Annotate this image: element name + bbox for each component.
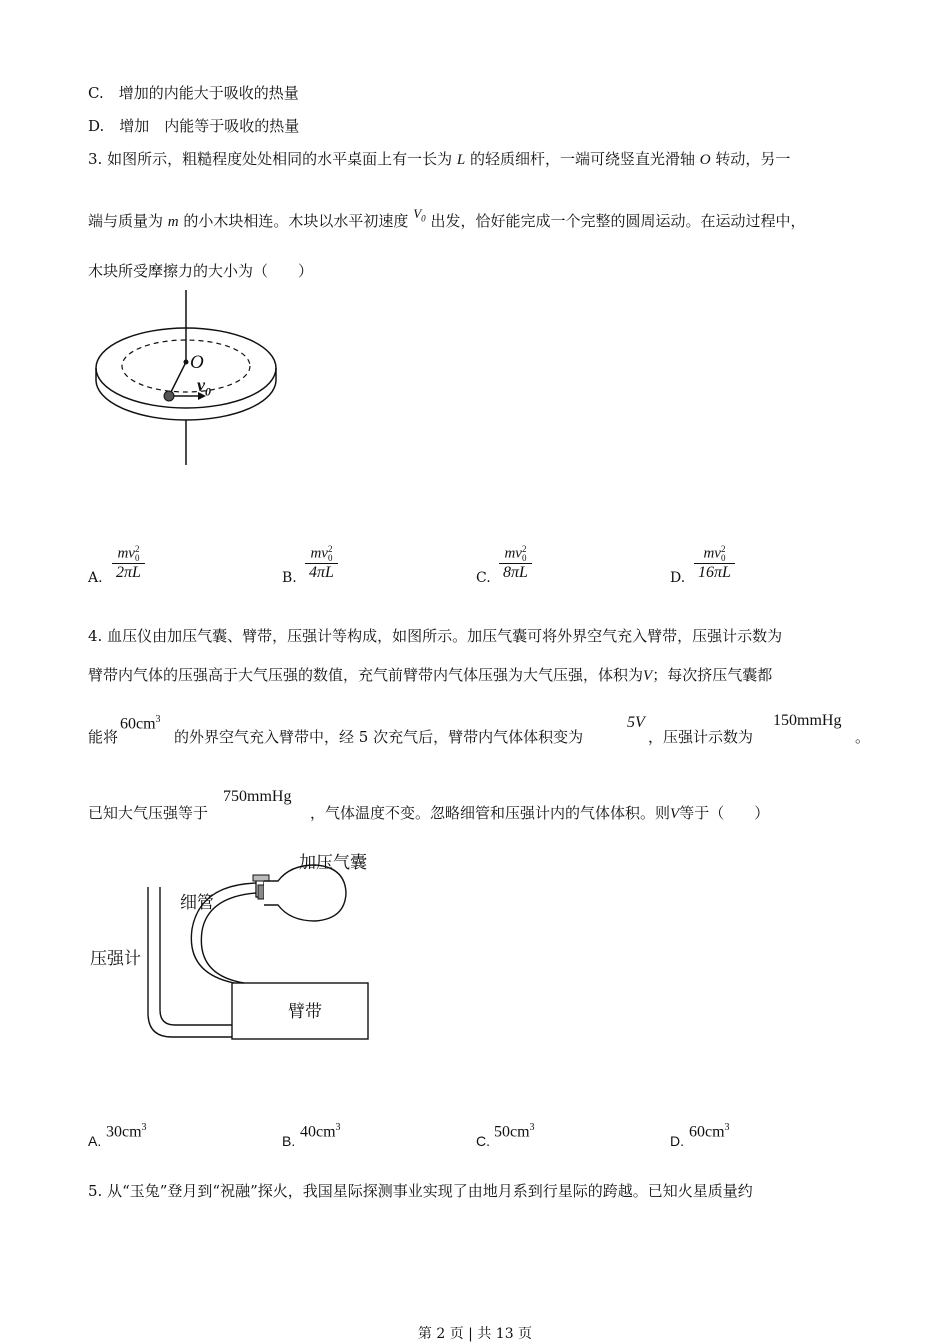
q4-pressure-150: 150mmHg xyxy=(773,712,842,729)
fig2-label-pump: 加压气囊 xyxy=(299,853,367,873)
symbol-v0: $V_0$ xyxy=(413,206,426,224)
q4-stem-line3-text-c: ，压强计示数为 xyxy=(648,728,754,746)
page-footer: 第 2 页 | 共 13 页 xyxy=(417,1326,533,1342)
q3-text-2c: 出发，恰好能完成一个完整的圆周运动。在运动过程中， xyxy=(430,212,806,230)
q3-text-1b: 的轻质细杆，一端可绕竖直光滑轴 xyxy=(470,150,696,168)
q4-option-d-value: $60cm^3$ xyxy=(689,1122,730,1141)
q4-stem-line4-text-b xyxy=(310,802,769,823)
q4-text-2b: ；每次挤压气囊都 xyxy=(652,666,773,684)
q4-stem-line2 xyxy=(88,664,772,685)
q2-option-d: D. 增加 内能等于吸收的热量 xyxy=(88,117,300,135)
q3-option-d-label: D. xyxy=(670,570,686,586)
symbol-m: m xyxy=(167,214,179,230)
q4-stem-line3-text-b: 的外界空气充入臂带中，经 5 次充气后，臂带内气体体积变为 xyxy=(174,728,584,746)
q3-figure-disc xyxy=(90,290,290,470)
q4-option-b-label: B. xyxy=(282,1133,296,1149)
q3-option-a-label: A. xyxy=(88,570,103,586)
q4-option-b-value: $40cm^3$ xyxy=(300,1122,341,1141)
symbol-L: L xyxy=(456,152,466,168)
fig2-label-cuff: 臂带 xyxy=(288,1002,322,1022)
symbol-V: V xyxy=(643,668,653,684)
q3-stem-line3: 木块所受摩擦力的大小为（ ） xyxy=(88,262,314,280)
fig2-label-gauge: 压强计 xyxy=(90,949,141,969)
q3-option-b-label: B. xyxy=(282,570,297,586)
q3-stem-line2 xyxy=(88,206,806,232)
q3-stem-line1 xyxy=(88,148,790,169)
q3-option-c-label: C. xyxy=(476,570,491,586)
q3-option-d-fraction: mv 2 0 16πL xyxy=(694,545,735,582)
q3-option-b-fraction: mv 2 0 4πL xyxy=(305,545,338,582)
q4-stem-line3-text-d: 。 xyxy=(855,728,871,746)
q4-option-c-label: C. xyxy=(476,1133,490,1149)
q4-text-4c: 等于（ ） xyxy=(679,804,770,822)
q3-text-1c: 转动，另一 xyxy=(715,150,791,168)
symbol-V-2: V xyxy=(670,806,680,822)
q2-option-c: C. 增加的内能大于吸收的热量 xyxy=(88,84,299,102)
q3-text-2a: 端与质量为 xyxy=(88,212,164,230)
q4-pressure-750: 750mmHg xyxy=(223,788,292,805)
q4-volume-60: $60cm^3$ xyxy=(120,714,161,733)
q3-option-a-fraction: mv 2 0 2πL xyxy=(112,545,145,582)
q4-text-4b: ，气体温度不变。忽略细管和压强计内的气体体积。则 xyxy=(310,804,671,822)
q3-text-1a: 3. 如图所示，粗糙程度处处相同的水平桌面上有一长为 xyxy=(88,150,453,168)
q4-option-d-label: D. xyxy=(670,1133,684,1149)
fig1-label-O: O xyxy=(190,352,204,373)
q4-stem-line1: 4. 血压仪由加压气囊、臂带，压强计等构成，如图所示。加压气囊可将外界空气充入臂带，压强计示数为 xyxy=(88,627,783,645)
q5-stem-line1: 5. 从“玉兔”登月到“祝融”探火，我国星际探测事业实现了由地月系到行星际的跨越。已知火星质量约 xyxy=(88,1182,753,1200)
q4-stem-line3-text-a: 能将 xyxy=(88,728,119,746)
q4-stem-line4-text-a: 已知大气压强等于 xyxy=(88,804,209,822)
q4-option-a-label: A. xyxy=(88,1133,102,1149)
symbol-O: O xyxy=(699,152,711,168)
fig1-label-v0: $v_0$ xyxy=(197,375,211,399)
q4-text-2a: 臂带内气体的压强高于大气压强的数值，充气前臂带内气体压强为大气压强，体积为 xyxy=(88,666,644,684)
q4-option-a-value: $30cm^3$ xyxy=(106,1122,147,1141)
q4-volume-5V: 5V xyxy=(627,714,645,731)
fig2-label-tube: 细管 xyxy=(180,893,214,913)
q4-option-c-value: $50cm^3$ xyxy=(494,1122,535,1141)
q3-text-2b: 的小木块相连。木块以水平初速度 xyxy=(183,212,409,230)
q3-option-c-fraction: mv 2 0 8πL xyxy=(499,545,532,582)
q4-figure-blood-pressure xyxy=(140,845,380,1045)
